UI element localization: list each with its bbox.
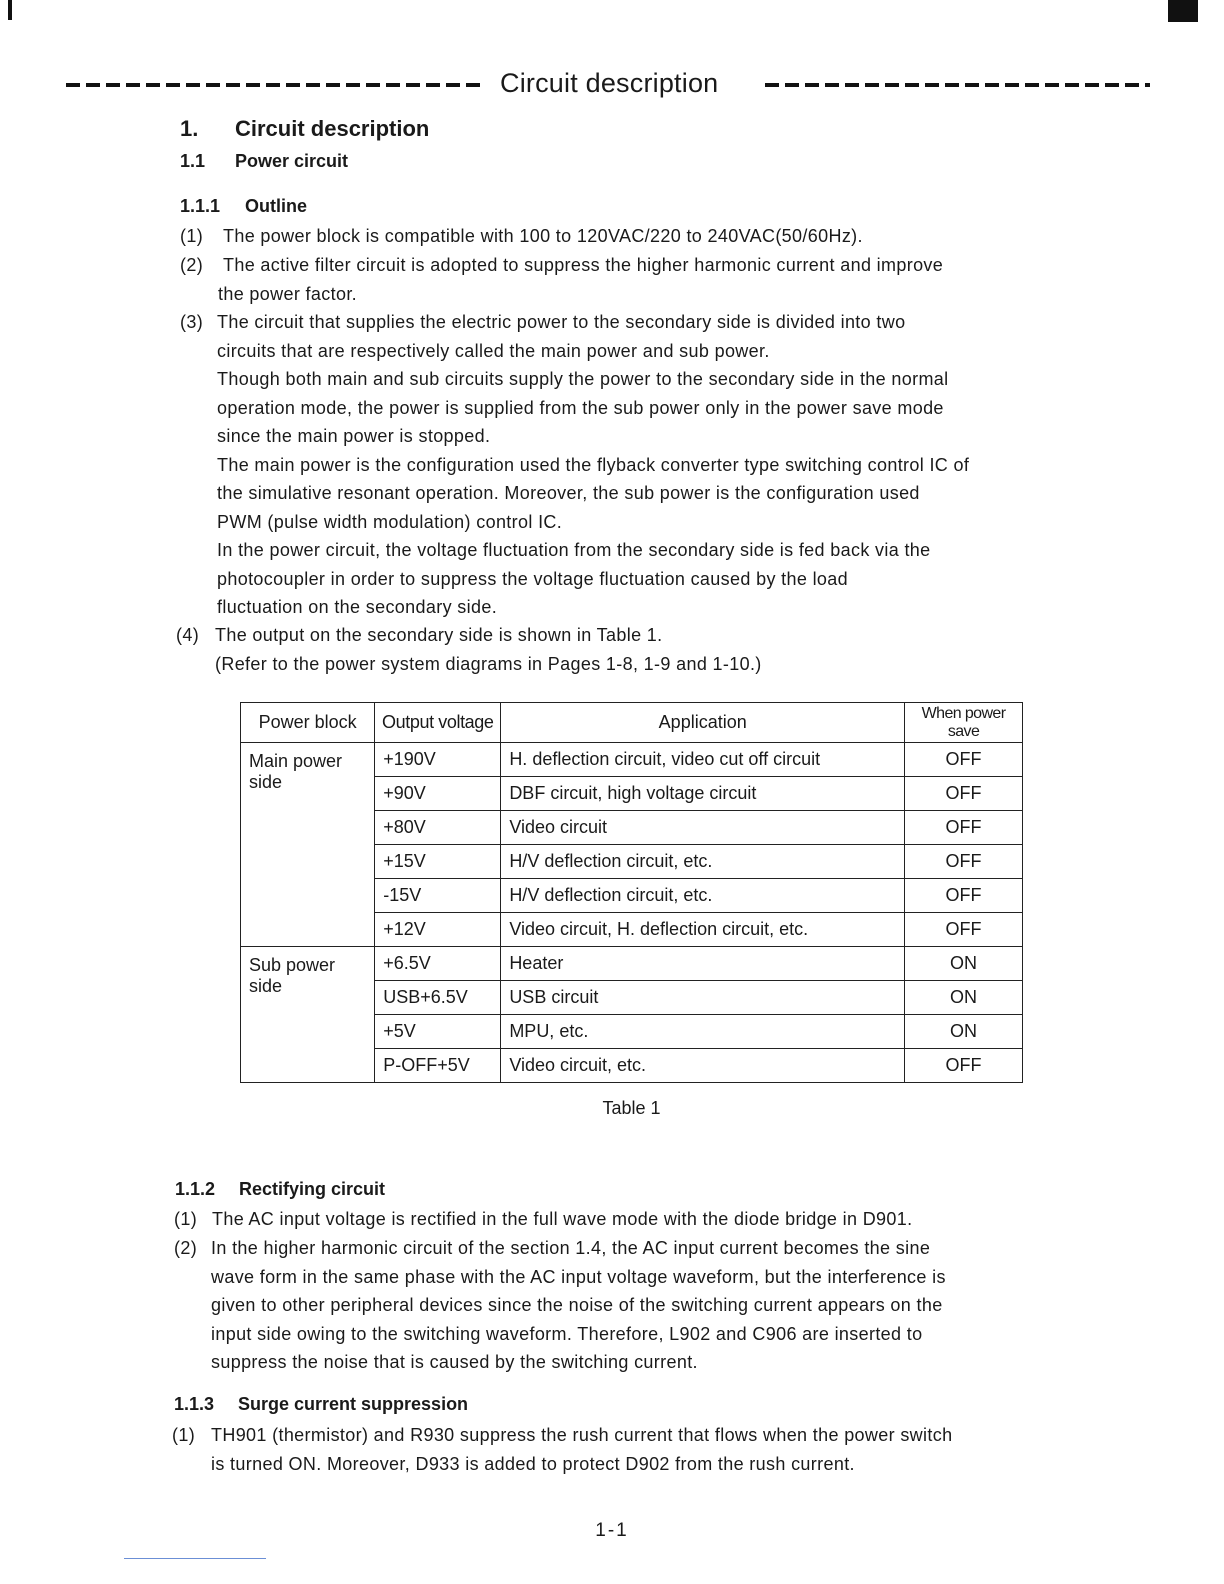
text-line: the simulative resonant operation. Moreover, the sub power is the configuration used <box>217 483 920 503</box>
table-row <box>241 743 1023 777</box>
section-title: Rectifying circuit <box>239 1179 386 1199</box>
text-line: the power factor. <box>218 283 358 304</box>
voltage-cell: +12V <box>375 913 501 947</box>
text-line: The AC input voltage is rectified in the full wave mode with the diode bridge in D901. <box>212 1209 913 1229</box>
voltage-cell: +15V <box>375 845 501 879</box>
text-line: since the main power is stopped. <box>217 426 491 446</box>
power-save-cell: ON <box>905 1015 1023 1049</box>
voltage-cell: USB+6.5V <box>375 981 501 1015</box>
output-voltage-table <box>240 702 1023 1083</box>
text-line: photocoupler in order to suppress the voltage fluctuation caused by the load <box>217 568 848 589</box>
section-number: 1.1.3 <box>174 1394 215 1414</box>
text-line: PWM (pulse width modulation) control IC. <box>217 511 563 532</box>
text-line: Though both main and sub circuits supply the power to the secondary side in the normal <box>217 369 949 389</box>
power-save-cell: OFF <box>905 845 1023 879</box>
application-cell: Heater <box>501 947 905 981</box>
column-header-application: Application <box>501 703 905 743</box>
text-line: In the higher harmonic circuit of the section 1.4, the AC input current becomes the sine <box>211 1238 931 1258</box>
text-line: In the power circuit, the voltage fluctuation from the secondary side is fed back via the <box>217 540 931 560</box>
section-number: 1.1 <box>180 151 206 171</box>
text-line: TH901 (thermistor) and R930 suppress the rush current that flows when the power switch <box>211 1425 953 1445</box>
voltage-cell: +80V <box>375 811 501 845</box>
running-header <box>60 64 1150 104</box>
text-line: The output on the secondary side is shown in Table 1. <box>215 625 663 645</box>
item-label: (4) <box>176 625 200 645</box>
column-header-power-save: When power save <box>905 703 1023 743</box>
text-line: The active filter circuit is adopted to suppress the higher harmonic current and improve <box>223 255 944 275</box>
voltage-cell: P-OFF+5V <box>375 1049 501 1083</box>
text-line: fluctuation on the secondary side. <box>217 597 498 617</box>
table-row <box>241 947 1023 981</box>
item-label: (1) <box>180 226 204 246</box>
text-line: is turned ON. Moreover, D933 is added to protect D902 from the rush current. <box>211 1453 855 1474</box>
text-line: (Refer to the power system diagrams in Pages 1-8, 1-9 and 1-10.) <box>215 653 762 674</box>
section-1-1-2-heading <box>175 1179 385 1200</box>
power-save-cell: OFF <box>905 1049 1023 1083</box>
section-1-1-1-heading <box>180 196 307 217</box>
power-save-cell: OFF <box>905 777 1023 811</box>
section-1-1-heading <box>180 151 348 172</box>
section-title: Circuit description <box>235 116 430 141</box>
registration-mark <box>1168 0 1198 22</box>
text-line: given to other peripheral devices since the noise of the switching current appears on the <box>211 1295 943 1315</box>
application-cell: DBF circuit, high voltage circuit <box>501 777 905 811</box>
section-1-heading <box>180 116 429 142</box>
text-line: operation mode, the power is supplied from the sub power only in the power save mode <box>217 397 944 418</box>
application-cell: USB circuit <box>501 981 905 1015</box>
power-block-cell: Sub power side <box>241 947 375 1083</box>
item-label: (2) <box>174 1238 198 1258</box>
voltage-cell: -15V <box>375 879 501 913</box>
item-label: (3) <box>180 312 204 332</box>
application-cell: MPU, etc. <box>501 1015 905 1049</box>
item-label: (1) <box>172 1425 196 1445</box>
power-save-cell: OFF <box>905 743 1023 777</box>
text-line: The circuit that supplies the electric power to the secondary side is divided into two <box>217 312 906 332</box>
scan-edge-mark <box>8 0 12 20</box>
section-1-1-3-heading <box>174 1394 468 1415</box>
column-header-power-block: Power block <box>241 703 375 743</box>
text-line: circuits that are respectively called the main power and sub power. <box>217 340 770 361</box>
application-cell: Video circuit, etc. <box>501 1049 905 1083</box>
power-save-cell: ON <box>905 947 1023 981</box>
text-line: The main power is the configuration used the flyback converter type switching control IC of <box>217 454 970 475</box>
power-save-cell: ON <box>905 981 1023 1015</box>
table-caption: Table 1 <box>602 1098 661 1118</box>
text-line: wave form in the same phase with the AC input voltage waveform, but the interference is <box>211 1266 946 1287</box>
voltage-cell: +6.5V <box>375 947 501 981</box>
application-cell: H/V deflection circuit, etc. <box>501 845 905 879</box>
text-line: The power block is compatible with 100 to 120VAC/220 to 240VAC(50/60Hz). <box>223 226 863 246</box>
header-rule-left <box>66 83 484 87</box>
section-number: 1.1.2 <box>175 1179 216 1199</box>
section-title: Outline <box>245 196 307 216</box>
section-number: 1.1.1 <box>180 196 221 216</box>
voltage-cell: +190V <box>375 743 501 777</box>
power-save-cell: OFF <box>905 879 1023 913</box>
section-number: 1. <box>180 116 199 141</box>
power-block-cell: Main power side <box>241 743 375 947</box>
footer-rule <box>124 1558 266 1559</box>
application-cell: H. deflection circuit, video cut off circuit <box>501 743 905 777</box>
item-label: (1) <box>174 1209 198 1229</box>
page-number: 1-1 <box>595 1520 629 1541</box>
table-header-row <box>241 703 1023 743</box>
section-title: Power circuit <box>235 151 349 171</box>
application-cell: Video circuit, H. deflection circuit, etc. <box>501 913 905 947</box>
text-line: suppress the noise that is caused by the switching current. <box>211 1352 698 1372</box>
header-rule-right <box>765 83 1150 87</box>
text-line: input side owing to the switching waveform. Therefore, L902 and C906 are inserted to <box>211 1323 923 1344</box>
item-label: (2) <box>180 255 204 275</box>
column-header-output-voltage: Output voltage <box>375 703 501 743</box>
section-title: Surge current suppression <box>238 1394 469 1414</box>
application-cell: Video circuit <box>501 811 905 845</box>
voltage-cell: +90V <box>375 777 501 811</box>
power-save-cell: OFF <box>905 913 1023 947</box>
header-title: Circuit description <box>500 68 719 98</box>
power-save-cell: OFF <box>905 811 1023 845</box>
application-cell: H/V deflection circuit, etc. <box>501 879 905 913</box>
voltage-cell: +5V <box>375 1015 501 1049</box>
